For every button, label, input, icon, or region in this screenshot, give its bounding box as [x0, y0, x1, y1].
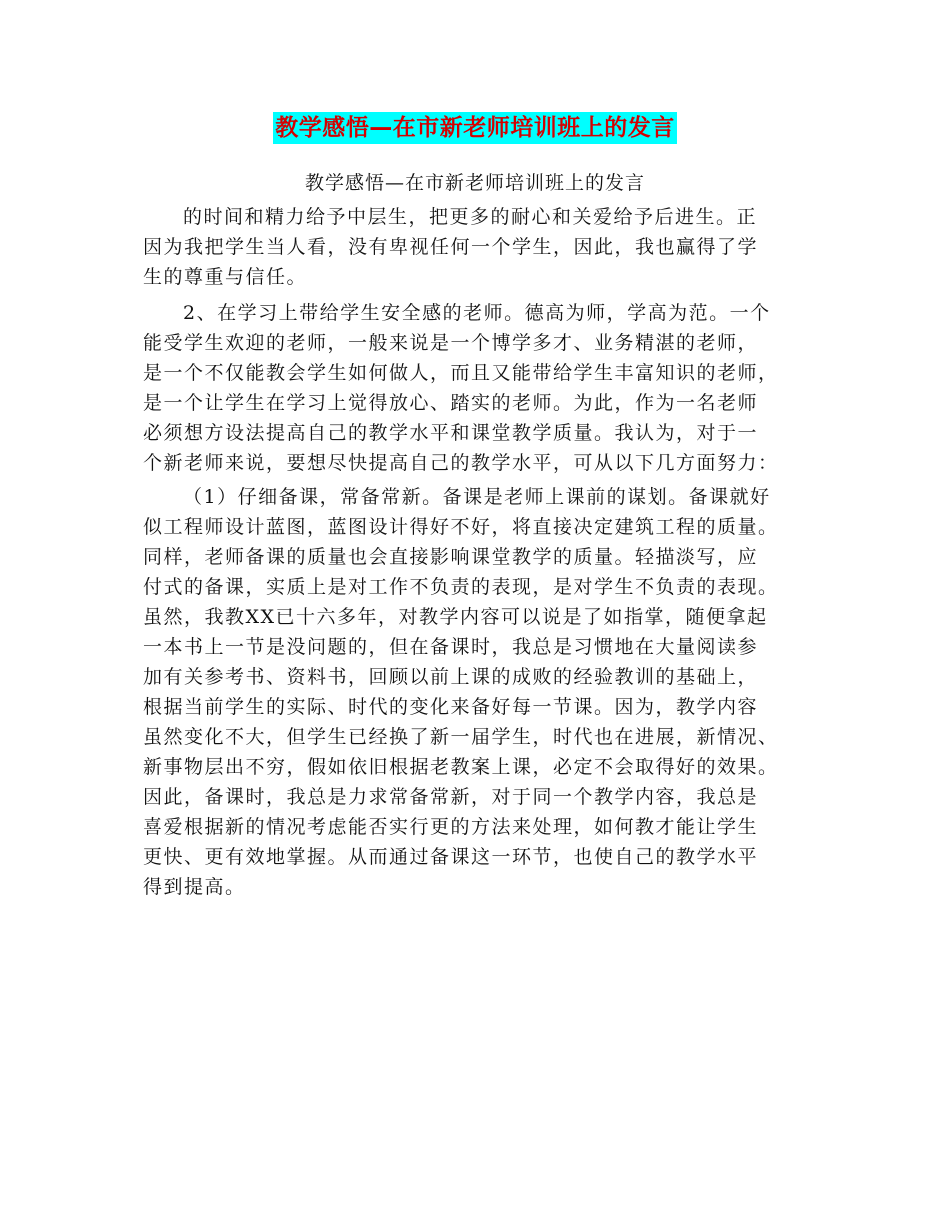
text-line: 得到提高。: [143, 876, 246, 898]
text-line: 必须想方设法提高自己的教学水平和课堂教学质量。我认为，对于一: [143, 422, 759, 444]
text-line: 能受学生欢迎的老师，一般来说是一个博学多才、业务精湛的老师，: [143, 332, 759, 354]
text-line: 因此，备课时，我总是力求常备常新，对于同一个教学内容，我总是: [143, 786, 759, 808]
text-line: 似工程师设计蓝图，蓝图设计得好不好，将直接决定建筑工程的质量。: [143, 516, 779, 538]
title-container: [0, 112, 950, 144]
paragraph: [143, 202, 807, 292]
text-line: 是一个让学生在学习上觉得放心、踏实的老师。为此，作为一名老师: [143, 392, 759, 414]
text-line: 虽然，我教XX已十六多年，对教学内容可以说是了如指掌，随便拿起: [143, 606, 768, 628]
text-line: 新事物层出不穷，假如依旧根据老教案上课，必定不会取得好的效果。: [143, 756, 779, 778]
document-subtitle: 教学感悟—在市新老师培训班上的发言: [304, 172, 645, 194]
document-title: 教学感悟—在市新老师培训班上的发言: [273, 112, 677, 144]
paragraph: [143, 482, 807, 902]
text-line: 2、在学习上带给学生安全感的老师。德高为师，学高为范。一个: [183, 302, 771, 324]
text-line: 一本书上一节是没问题的，但在备课时，我总是习惯地在大量阅读参: [143, 636, 759, 658]
text-line: （1）仔细备课，常备常新。备课是老师上课前的谋划。备课就好: [183, 486, 771, 508]
text-line: 虽然变化不大，但学生已经换了新一届学生，时代也在进展，新情况、: [143, 726, 779, 748]
text-line: 是一个不仅能教会学生如何做人，而且又能带给学生丰富知识的老师，: [143, 362, 779, 384]
text-line: 同样，老师备课的质量也会直接影响课堂教学的质量。轻描淡写，应: [143, 546, 759, 568]
text-line: 生的尊重与信任。: [143, 266, 308, 288]
text-line: 加有关参考书、资料书，回顾以前上课的成败的经验教训的基础上，: [143, 666, 759, 688]
text-line: 更快、更有效地掌握。从而通过备课这一环节，也使自己的教学水平: [143, 846, 759, 868]
paragraph: [143, 298, 807, 478]
text-line: 喜爱根据新的情况考虑能否实行更的方法来处理，如何教才能让学生: [143, 816, 759, 838]
text-line: 因为我把学生当人看，没有卑视任何一个学生，因此，我也赢得了学: [143, 236, 759, 258]
text-line: 付式的备课，实质上是对工作不负责的表现，是对学生不负责的表现。: [143, 576, 779, 598]
text-line: 的时间和精力给予中层生，把更多的耐心和关爱给予后进生。正: [183, 206, 758, 228]
document-body: [143, 202, 807, 902]
text-line: 根据当前学生的实际、时代的变化来备好每一节课。因为，教学内容: [143, 696, 759, 718]
text-line: 个新老师来说，要想尽快提高自己的教学水平，可从以下几方面努力：: [143, 452, 779, 474]
